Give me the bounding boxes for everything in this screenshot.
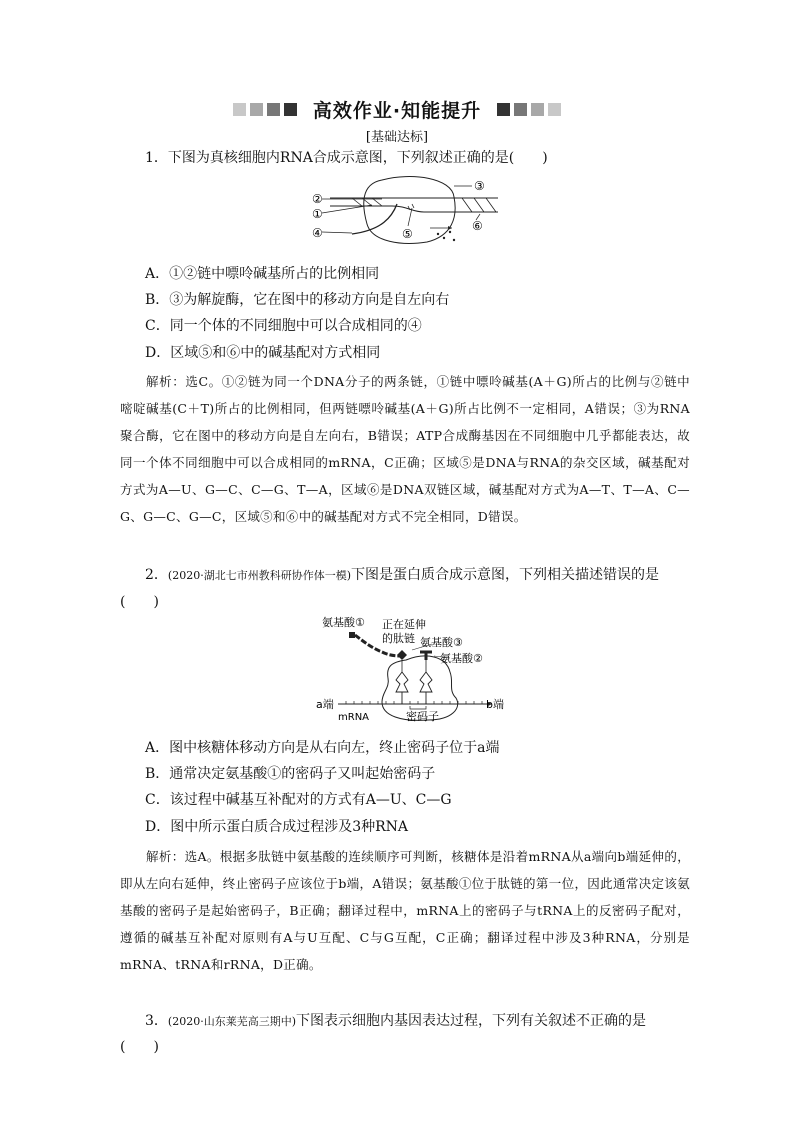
header-square-icon: [514, 103, 527, 116]
question-2-stem: [120, 562, 690, 615]
question-3-stem: [120, 1008, 690, 1035]
header-square-icon: [250, 103, 263, 116]
question-1-stem: 1．下图为真核细胞内RNA合成示意图，下列叙述正确的是( ): [145, 150, 548, 166]
label-amino-acid-1: 氨基酸①: [322, 616, 365, 629]
q3-source: (2020·山东莱芜高三期中): [167, 1015, 296, 1028]
section-label: [基础达标]: [365, 130, 429, 145]
q2-stem-text: 下图是蛋白质合成示意图，下列相关描述错误的是( ): [120, 567, 659, 610]
label-amino-acid-2: 氨基酸②: [440, 652, 483, 665]
q1-option-c: C．同一个体的不同细胞中可以合成相同的④: [145, 318, 422, 334]
q2-option-c: C．该过程中碱基互补配对的方式有A—U、C—G: [145, 792, 452, 808]
label-3: ③: [474, 179, 485, 193]
label-4: ④: [312, 226, 323, 240]
q1-option-d: D．区域⑤和⑥中的碱基配对方式相同: [145, 345, 381, 361]
label-a-end: a端: [316, 698, 334, 711]
q1-analysis-text: 解析：选C。①②链为同一个DNA分子的两条链，①链中嘌呤碱基(A＋G)所占的比例与②链中嘧啶碱基(C＋T)所占的比例相同，但两链嘌呤碱基(A＋G)所占比例不一定相同，A错误；③为RNA聚合酶，它在图中的移动方向是自左向右，B错误；ATP合成酶基因在不同细胞中几乎都能表达，故同一个体不同细胞中可以合成相同的mRNA，C正确；区域⑤是DNA与RNA的杂交区域，碱基配对方式为A—U、G—C、C—G、T—A，区域⑥是DNA双链区域，碱基配对方式为A—T、T—A、C—G、G—C、G—C，区域⑤和⑥中的碱基配对方式不完全相同，D错误。: [120, 374, 690, 524]
label-1: ①: [312, 207, 323, 221]
label-2: ②: [312, 192, 323, 206]
q2-analysis-text: 解析：选A。根据多肽链中氨基酸的连续顺序可判断，核糖体是沿着mRNA从a端向b端延伸的，即从左向右延伸，终止密码子应该位于b端，A错误；氨基酸①位于肽链的第一位，因此通常决定该氨基酸的密码子是起始密码子，B正确；翻译过程中，mRNA上的密码子与tRNA上的反密码子配对，遵循的碱基互补配对原则有A与U互配、C与G互配，C正确；翻译过程中涉及3种RNA，分别是mRNA、tRNA和rRNA，D正确。: [120, 849, 690, 972]
header-square-icon: [284, 103, 297, 116]
header-square-icon: [497, 103, 510, 116]
header-square-icon: [548, 103, 561, 116]
label-5: ⑤: [402, 227, 413, 241]
q2-source: (2020·湖北七市州教科研协作体一模): [167, 569, 351, 582]
label-mrna: mRNA: [338, 712, 370, 723]
q2-option-b: B．通常决定氨基酸①的密码子又叫起始密码子: [145, 766, 436, 782]
label-b-end: b端: [486, 698, 504, 711]
q2-number: 2．: [145, 567, 168, 583]
page-header: [0, 96, 794, 123]
label-6: ⑥: [472, 219, 483, 233]
header-square-icon: [531, 103, 544, 116]
q1-analysis: [120, 368, 690, 530]
header-square-icon: [267, 103, 280, 116]
header-square-icon: [233, 103, 246, 116]
protein-synthesis-diagram: [316, 612, 506, 728]
label-peptide-line1: 正在延伸: [382, 618, 426, 631]
page-title: 高效作业·知能提升: [312, 100, 482, 122]
label-codon: 密码子: [406, 710, 439, 723]
q2-option-a: A．图中核糖体移动方向是从右向左，终止密码子位于a端: [145, 740, 500, 756]
label-peptide-line2: 的肽链: [382, 632, 415, 645]
q1-option-b: B．③为解旋酶，它在图中的移动方向是自左向右: [145, 292, 450, 308]
rna-synthesis-diagram: [312, 172, 512, 248]
question-3-stem-line2: ( ): [120, 1039, 159, 1055]
q3-number: 3．: [145, 1013, 168, 1029]
label-amino-acid-3: 氨基酸③: [420, 636, 463, 649]
q2-option-d: D．图中所示蛋白质合成过程涉及3种RNA: [145, 819, 409, 835]
q2-analysis: [120, 843, 690, 978]
q1-option-a: A．①②链中嘌呤碱基所占的比例相同: [145, 266, 380, 282]
q3-stem-text: 下图表示细胞内基因表达过程，下列有关叙述不正确的是: [296, 1013, 646, 1029]
